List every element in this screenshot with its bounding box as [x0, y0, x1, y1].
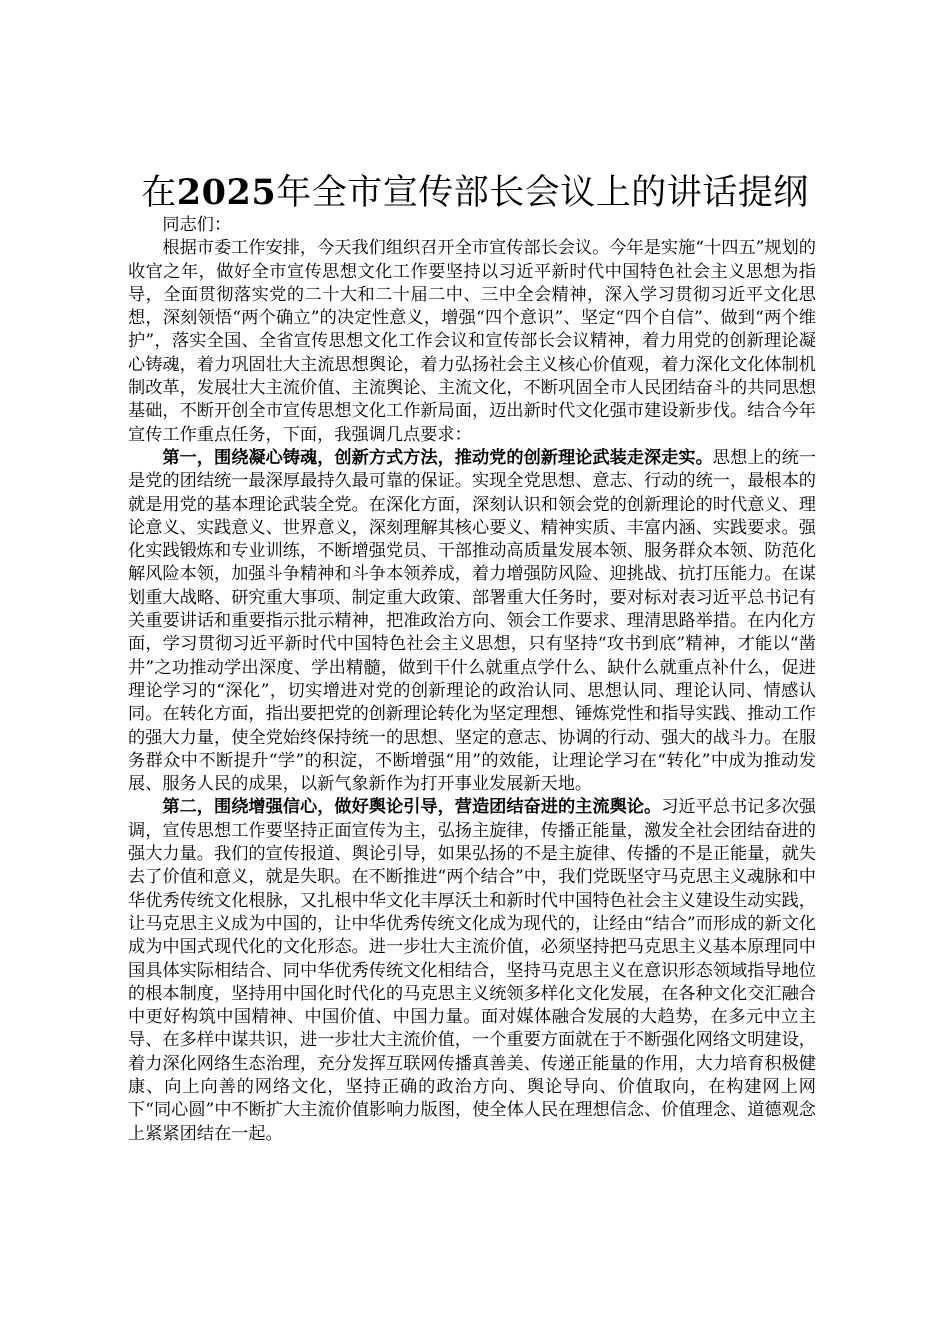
title-prefix: 在 — [141, 173, 177, 213]
paragraph-first-text: 思想上的统一是党的团结统一最深厚最持久最可靠的保证。实现全党思想、意志、行动的统一，最根本的就是用党的基本理论武装全党。在深化方面，深刻认识和领会党的创新理论的时代意义、理论意义、实践意义、世界意义，深刻理解其核心要义、精神实质、丰富内涵、实践要求。强化实践锻炼和专业训练，不断增强党员、干部推动高质量发展本领、服务群众本领、防范化解风险本领，加强斗争精神和斗争本领养成，着力增强防风险、迎挑战、抗打压能力。在谋划重大战略、研究重大事项、制定重大政策、部署重大任务时，要对标对表习近平总书记有关重要讲话和重要指示批示精神，把准政治方向、领会工作要求、理清思路举措。在内化方面，学习贯彻习近平新时代中国特色社会主义思想，只有坚持“攻书到底”精神，才能以“凿井”之功推动学出深度、学出精髓，做到干什么就重点学什么、缺什么就重点补什么，促进理论学习的“深化”，切实增进对党的创新理论的政治认同、思想认同、理论认同、情感认同。在转化方面，指出要把党的创新理论转化为坚定理想、锤炼党性和指导实践、推动工作的强大力量，使全党始终保持统一的思想、坚定的意志、协调的行动、强大的战斗力。在服务群众中不断提升“学”的积淀，不断增强“用”的效能，让理论学习在“转化”中成为推动发展、服务人民的成果，以新气象新作为打开事业发展新天地。 — [128, 447, 816, 795]
paragraph-second-point — [128, 796, 816, 1145]
paragraph-intro-text: 根据市委工作安排，今天我们组织召开全市宣传部长会议。今年是实施“十四五”规划的收官之年，做好全市宣传思想文化工作要坚持以习近平新时代中国特色社会主义思想为指导，全面贯彻落实党的二十大和二十届二中、三中全会精神，深入学习贯彻习近平文化思想，深刻领悟“两个确立”的决定性意义，增强“四个意识”、坚定“四个自信”、做到“两个维护”，落实全国、全省宣传思想文化工作会议和宣传部长会议精神，着力用党的创新理论凝心铸魂，着力巩固壮大主流思想舆论，着力弘扬社会主义核心价值观，着力深化文化体制机制改革，发展壮大主流价值、主流舆论、主流文化，不断巩固全市人民团结奋斗的共同思想基础，不断开创全市宣传思想文化工作新局面，迈出新时代文化强市建设新步伐。结合今年宣传工作重点任务，下面，我强调几点要求： — [128, 238, 816, 445]
document-body — [128, 214, 816, 1146]
paragraph-second-heading: 第二，围绕增强信心，做好舆论引导，营造团结奋进的主流舆论。 — [162, 797, 662, 818]
title-suffix: 年全市宣传部长会议上的讲话提纲 — [276, 173, 809, 213]
document-title — [0, 170, 950, 216]
paragraph-first-point — [128, 447, 816, 796]
paragraph-second-text: 习近平总书记多次强调，宣传思想工作要坚持正面宣传为主，弘扬主旋律，传播正能量，激发全社会团结奋进的强大力量。我们的宣传报道、舆论引导，如果弘扬的不是主旋律、传播的不是正能量，就失去了价值和意义，就是失职。在不断推进“两个结合”中，我们党既坚守马克思主义魂脉和中华优秀传统文化根脉，又扎根中华文化丰厚沃土和新时代中国特色社会主义建设生动实践，让马克思主义成为中国的，让中华优秀传统文化成为现代的，让经由“结合”而形成的新文化成为中国式现代化的文化形态。进一步壮大主流价值，必须坚持把马克思主义基本原理同中国具体实际相结合、同中华优秀传统文化相结合，坚持马克思主义在意识形态领域指导地位的根本制度，坚持用中国化时代化的马克思主义统领多样化文化发展，在各种文化交汇融合中更好构筑中国精神、中国价值、中国力量。面对媒体融合发展的大趋势，在多元中立主导、在多样中谋共识，进一步壮大主流价值，一个重要方面就在于不断强化网络文明建设，着力深化网络生态治理，充分发挥互联网传播真善美、传递正能量的作用，大力培育积极健康、向上向善的网络文化，坚持正确的政治方向、舆论导向、价值取向，在构建网上网下“同心圆”中不断扩大主流价值影响力版图，使全体人民在理想信念、价值理念、道德观念上紧紧团结在一起。 — [128, 797, 816, 1144]
paragraph-intro — [128, 237, 816, 447]
paragraph-first-heading: 第一，围绕凝心铸魂，创新方式方法，推动党的创新理论武装走深走实。 — [162, 447, 713, 468]
title-year: 2025 — [176, 172, 277, 213]
salutation: 同志们： — [162, 215, 232, 235]
